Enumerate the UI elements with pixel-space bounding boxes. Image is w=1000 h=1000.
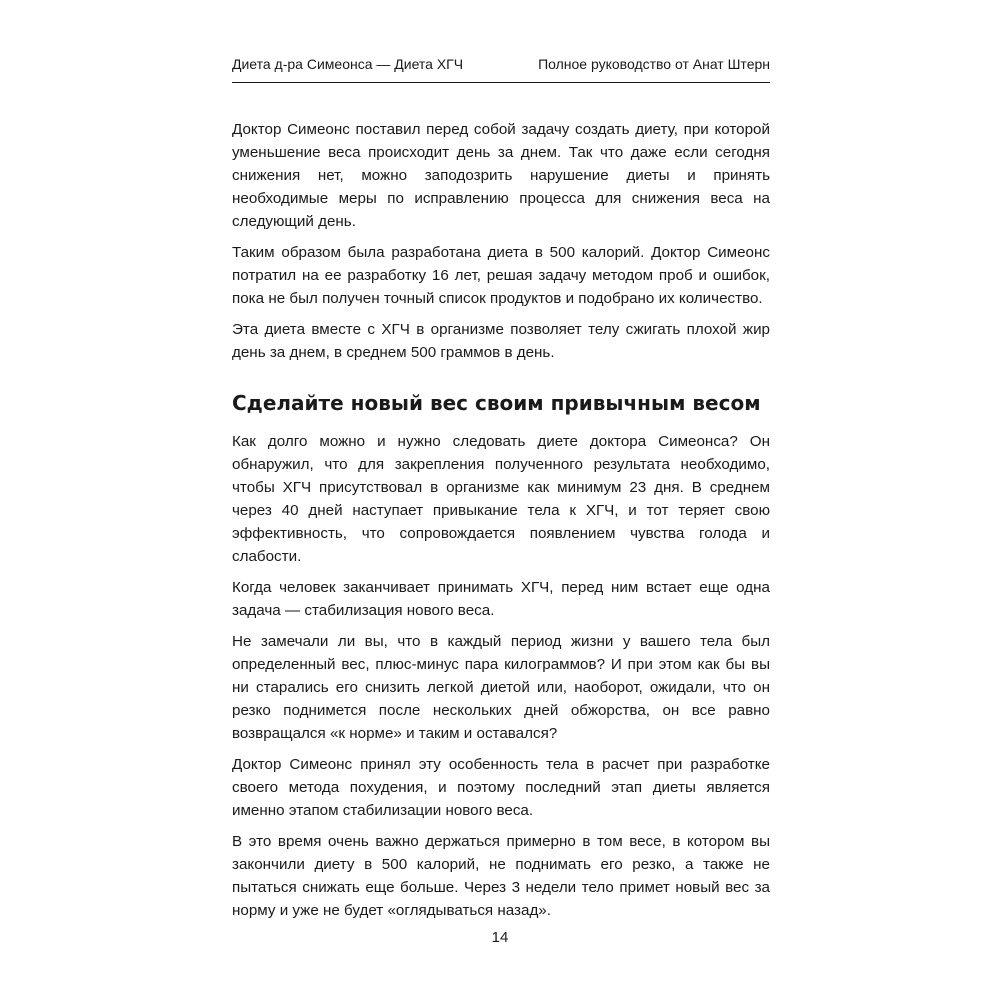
- header-book-title: Диета д-ра Симеонса — Диета ХГЧ: [232, 56, 464, 72]
- paragraph: В это время очень важно держаться примерно в том весе, в котором вы закончили диету в 500 калорий, не поднимать его резко, а также не пытаться снижать еще больше. Через 3 недели тело примет новый вес за норму и уже не будет «оглядываться назад».: [232, 833, 770, 919]
- paragraph: Не замечали ли вы, что в каждый период жизни у вашего тела был определенный вес, плюс-минус пара килограммов? И при этом как бы вы ни старались его снизить легкой диетой или, наоборот, ожидали, что он резко поднимется после нескольких дней обжорства, он все равно возвращался «к норме» и таким и оставался?: [232, 633, 770, 742]
- section-heading: Сделайте новый вес своим привычным весом: [232, 391, 761, 415]
- paragraph: Доктор Симеонс поставил перед собой задачу создать диету, при которой уменьшение веса происходит день за днем. Так что даже если сегодня снижения нет, можно заподозрить нарушение диеты и принять необходимые меры по исправлению процесса для снижения веса на следующий день.: [232, 121, 770, 230]
- paragraph: Доктор Симеонс принял эту особенность тела в расчет при разработке своего метода похудения, и поэтому последний этап диеты является именно этапом стабилизации нового веса.: [232, 756, 770, 819]
- page-body: [232, 118, 770, 930]
- paragraph: Эта диета вместе с ХГЧ в организме позволяет телу сжигать плохой жир день за днем, в среднем 500 граммов в день.: [232, 321, 770, 361]
- paragraph: Когда человек заканчивает принимать ХГЧ, перед ним встает еще одна задача — стабилизация нового веса.: [232, 579, 770, 619]
- header-author: Полное руководство от Анат Штерн: [538, 56, 770, 72]
- paragraph: Как долго можно и нужно следовать диете доктора Симеонса? Он обнаружил, что для закрепления полученного результата необходимо, чтобы ХГЧ присутствовал в организме как минимум 23 дня. В среднем через 40 дней наступает привыкание тела к ХГЧ, и тот теряет свою эффективность, что сопровождается появлением чувства голода и слабости.: [232, 433, 770, 565]
- paragraph: Таким образом была разработана диета в 500 калорий. Доктор Симеонс потратил на ее разработку 16 лет, решая задачу методом проб и ошибок, пока не был получен точный список продуктов и подобрано их количество.: [232, 244, 770, 307]
- running-header: [232, 56, 770, 83]
- page-number: 14: [491, 929, 509, 946]
